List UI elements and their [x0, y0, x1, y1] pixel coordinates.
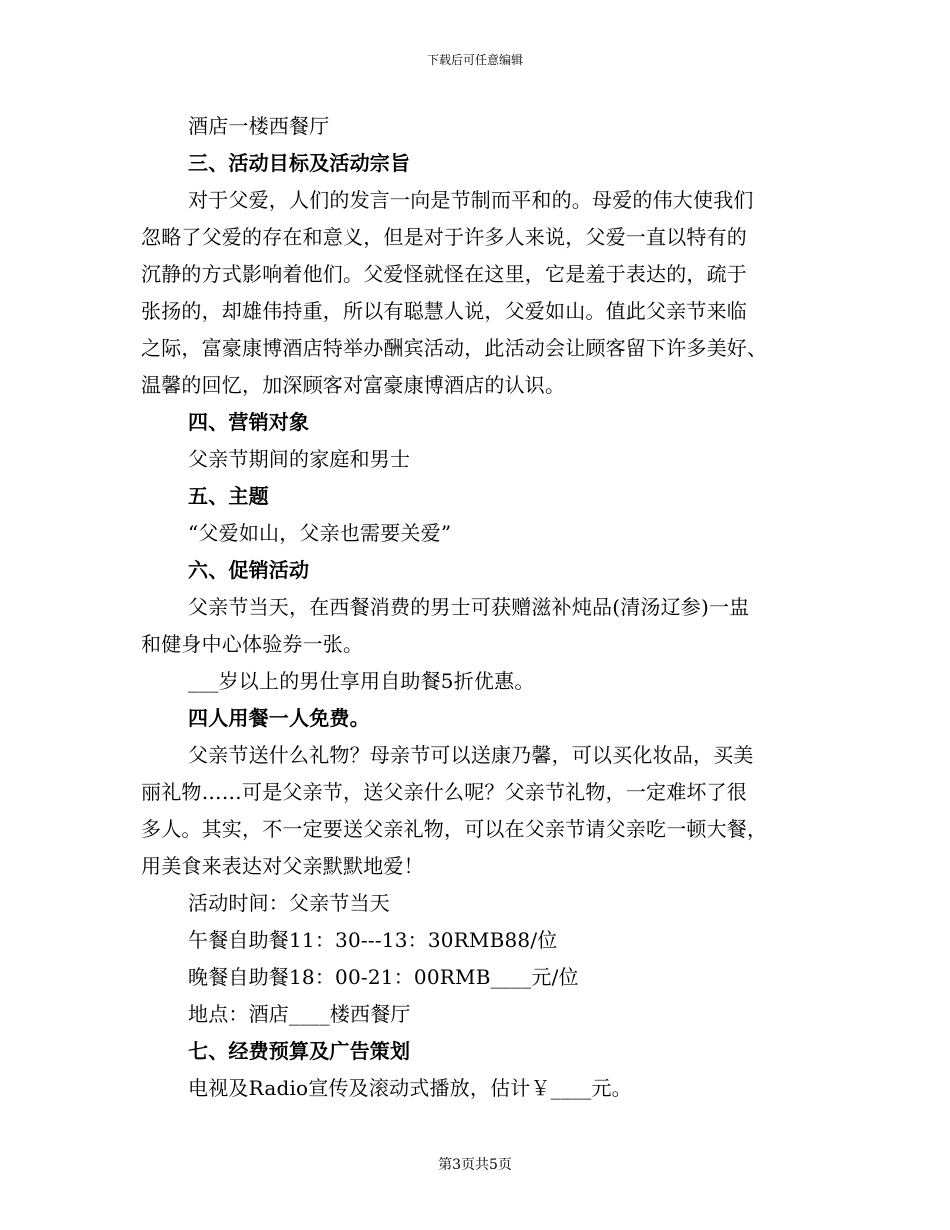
dinner-line: 晚餐自助餐18：00-21：00RMB____元/位	[188, 965, 579, 989]
paragraph-line: 张扬的，却雄伟持重，所以有聪慧人说，父爱如山。值此父亲节来临	[141, 299, 747, 323]
section-heading-3: 三、活动目标及活动宗旨	[188, 151, 411, 175]
free-meal-line: 四人用餐一人免费。	[188, 706, 370, 730]
target-line: 父亲节期间的家庭和男士	[188, 447, 411, 471]
document-body	[141, 108, 811, 1107]
paragraph-line: 和健身中心体验券一张。	[141, 632, 364, 656]
theme-line: “父爱如山，父亲也需要关爱”	[188, 521, 452, 545]
page-footer: 第3页共5页	[438, 1157, 512, 1173]
time-line: 活动时间：父亲节当天	[188, 891, 390, 915]
paragraph-line: 父亲节送什么礼物？母亲节可以送康乃馨，可以买化妆品，买美	[188, 743, 754, 767]
budget-line: 电视及Radio宣传及滚动式播放，估计￥____元。	[188, 1076, 632, 1100]
paragraph-line: 沉静的方式影响着他们。父爱怪就怪在这里，它是羞于表达的，疏于	[141, 262, 747, 286]
paragraph-line: 丽礼物……可是父亲节，送父亲什么呢？父亲节礼物，一定难坏了很	[141, 780, 747, 804]
paragraph-line: 用美食来表达对父亲默默地爱！	[141, 854, 424, 878]
section-heading-5: 五、主题	[188, 484, 269, 508]
paragraph-gift	[141, 737, 811, 885]
location-line: 地点：酒店____楼西餐厅	[188, 1002, 411, 1026]
section-heading-7: 七、经费预算及广告策划	[188, 1039, 411, 1063]
paragraph-line: 温馨的回忆，加深顾客对富豪康博酒店的认识。	[141, 373, 566, 397]
lunch-line: 午餐自助餐11：30---13：30RMB88/位	[188, 928, 558, 952]
page-header: 下载后可任意编辑	[426, 53, 523, 67]
paragraph-promo	[141, 589, 811, 663]
venue-line: 酒店一楼西餐厅	[188, 114, 330, 138]
paragraph-line: 多人。其实，不一定要送父亲礼物，可以在父亲节请父亲吃一顿大餐，	[141, 817, 768, 841]
section-heading-6: 六、促销活动	[188, 558, 310, 582]
discount-line: ___岁以上的男仕享用自助餐5折优惠。	[188, 669, 535, 693]
paragraph-line: 之际，富豪康博酒店特举办酬宾活动，此活动会让顾客留下许多美好、	[141, 336, 768, 360]
paragraph-line: 对于父爱，人们的发言一向是节制而平和的。母爱的伟大使我们	[188, 188, 754, 212]
paragraph-goal	[141, 182, 811, 404]
paragraph-line: 父亲节当天，在西餐消费的男士可获赠滋补炖品(清汤辽参)一盅	[188, 595, 750, 619]
paragraph-line: 忽略了父爱的存在和意义，但是对于许多人来说，父爱一直以特有的	[141, 225, 747, 249]
section-heading-4: 四、营销对象	[188, 410, 310, 434]
